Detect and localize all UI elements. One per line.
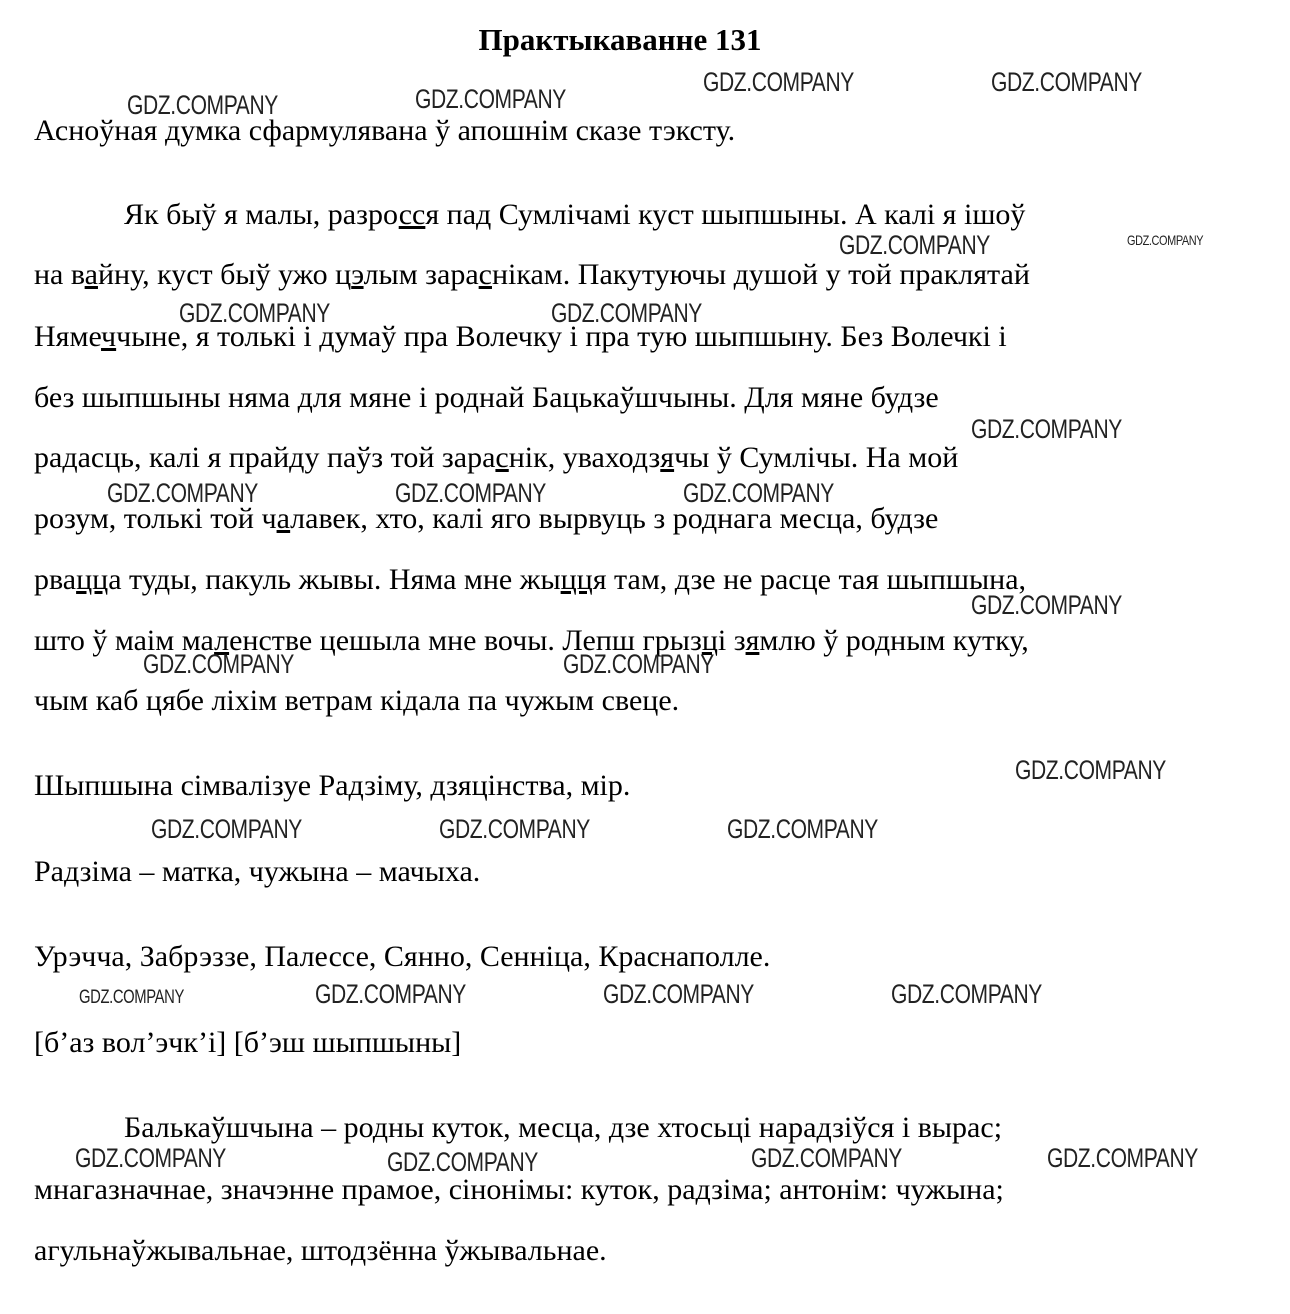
text-line-9: чым каб цябе ліхім ветрам кідала па чужым свеце. bbox=[34, 684, 680, 717]
watermark: GDZ.COMPANY bbox=[703, 67, 854, 97]
word-analysis-line-3: агульнаўжывальнае, штодзённа ўжывальнае. bbox=[34, 1234, 607, 1267]
watermark: GDZ.COMPANY bbox=[751, 1143, 902, 1173]
antonyms-line: Радзіма – матка, чужына – мачыха. bbox=[34, 855, 481, 888]
watermark: GDZ.COMPANY bbox=[387, 1147, 538, 1177]
watermark: GDZ.COMPANY bbox=[1015, 755, 1166, 785]
watermark: GDZ.COMPANY bbox=[891, 979, 1042, 1009]
watermark: GDZ.COMPANY bbox=[151, 814, 302, 844]
watermark: GDZ.COMPANY bbox=[1127, 232, 1204, 248]
watermark: GDZ.COMPANY bbox=[563, 649, 714, 679]
transcription-line: [б’аз вол’эчк’і] [б’эш шыпшыны] bbox=[34, 1026, 462, 1059]
watermark: GDZ.COMPANY bbox=[603, 979, 754, 1009]
watermark: GDZ.COMPANY bbox=[727, 814, 878, 844]
text-line-2: на вайну, куст быў ужо цэлым зараснікам. Пакутуючы душой у той праклятай bbox=[34, 258, 1030, 291]
watermark: GDZ.COMPANY bbox=[127, 90, 278, 120]
watermark: GDZ.COMPANY bbox=[179, 298, 330, 328]
watermark: GDZ.COMPANY bbox=[107, 478, 258, 508]
text-line-5: радасць, калі я прайду паўз той зараснік, уваходзячы ў Сумлічы. На мой bbox=[34, 441, 959, 474]
text-line-7: рвацца туды, пакуль жывы. Няма мне жыцця там, дзе не расце тая шыпшына, bbox=[34, 563, 1027, 596]
watermark: GDZ.COMPANY bbox=[1047, 1143, 1198, 1173]
word-analysis-line-2: мнагазначнае, значэнне прамое, сінонімы: куток, радзіма; антонім: чужына; bbox=[34, 1173, 1004, 1206]
text-line-4: без шыпшыны няма для мяне і роднай Бацькаўшчыны. Для мяне будзе bbox=[34, 381, 939, 414]
page-title: Практыкаванне 131 bbox=[478, 22, 762, 57]
watermark: GDZ.COMPANY bbox=[395, 478, 546, 508]
watermark: GDZ.COMPANY bbox=[79, 987, 184, 1008]
watermark: GDZ.COMPANY bbox=[75, 1143, 226, 1173]
place-names-line: Урэчча, Забрэззе, Палессе, Сянно, Сенніца, Краснаполле. bbox=[34, 940, 771, 973]
text-line-6: розум, толькі той чалавек, хто, калі яго вырвуць з роднага месца, будзе bbox=[34, 502, 939, 535]
watermark: GDZ.COMPANY bbox=[315, 979, 466, 1009]
watermark: GDZ.COMPANY bbox=[991, 67, 1142, 97]
watermark: GDZ.COMPANY bbox=[439, 814, 590, 844]
watermark: GDZ.COMPANY bbox=[971, 590, 1122, 620]
text-line-3: Нямеччыне, я толькі і думаў пра Волечку і пра тую шыпшыну. Без Волечкі і bbox=[34, 320, 1007, 353]
watermark: GDZ.COMPANY bbox=[971, 414, 1122, 444]
main-idea-line: Асноўная думка сфармулявана ў апошнім сказе тэксту. bbox=[34, 114, 736, 147]
watermark: GDZ.COMPANY bbox=[415, 84, 566, 114]
symbol-line: Шыпшына сімвалізуе Радзіму, дзяцінства, мір. bbox=[34, 769, 631, 802]
text-line-1: Як быў я малы, разросся пад Сумлічамі куст шыпшыны. А калі я ішоў bbox=[124, 198, 1026, 231]
text-line-8: што ў маім маленстве цешыла мне вочы. Лепш грызці зямлю ў родным кутку, bbox=[34, 624, 1029, 657]
watermark: GDZ.COMPANY bbox=[551, 298, 702, 328]
word-analysis-line-1: Балькаўшчына – родны куток, месца, дзе хтосьці нарадзіўся і вырас; bbox=[124, 1111, 1003, 1144]
watermark: GDZ.COMPANY bbox=[683, 478, 834, 508]
watermark: GDZ.COMPANY bbox=[143, 649, 294, 679]
watermark: GDZ.COMPANY bbox=[839, 230, 990, 260]
